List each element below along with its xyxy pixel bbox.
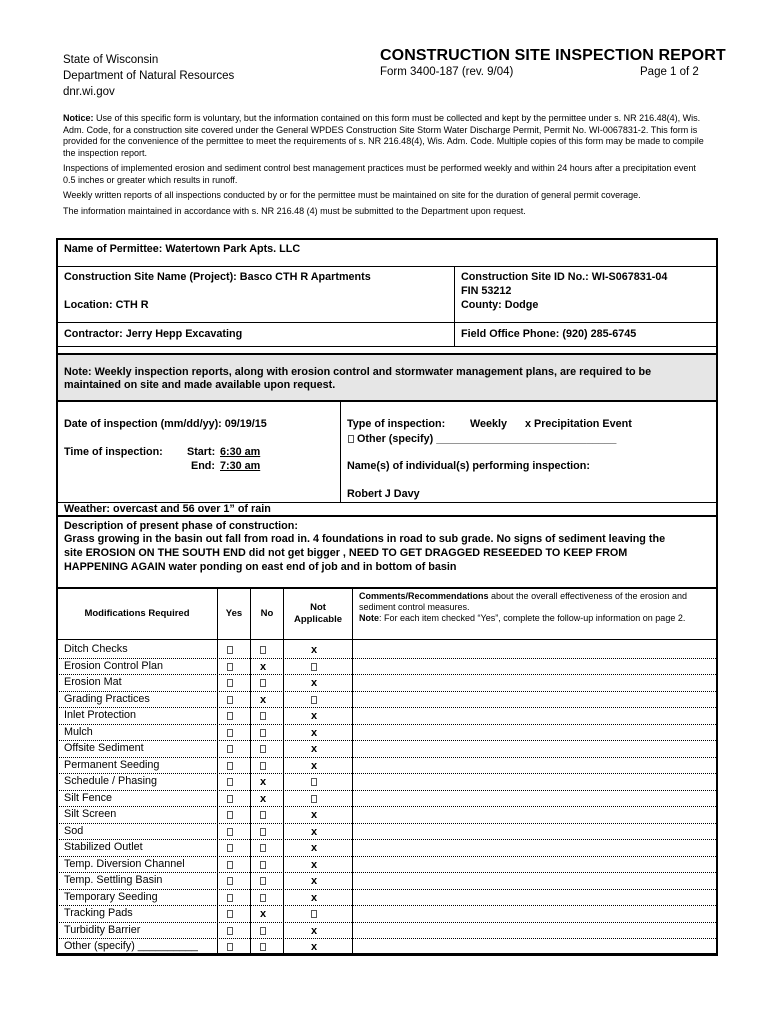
col-header-applicable: Applicable: [293, 614, 343, 625]
checkmark-na[interactable]: x: [311, 760, 318, 772]
checkbox-na[interactable]: [311, 663, 317, 671]
modification-label: Temp. Diversion Channel: [64, 858, 185, 870]
checkbox-no[interactable]: [260, 762, 266, 770]
modification-label: Stabilized Outlet: [64, 841, 143, 853]
row-divider: [56, 658, 718, 659]
site-county: County: Dodge: [461, 299, 539, 311]
agency-state: State of Wisconsin: [63, 54, 159, 66]
modification-label: Ditch Checks: [64, 643, 128, 655]
checkbox-yes[interactable]: [227, 679, 233, 687]
comments-note-label: Note: [359, 613, 379, 623]
inspection-type-other: Other (specify) ______________________________: [357, 433, 617, 445]
modification-label: Schedule / Phasing: [64, 775, 158, 787]
start-time-value: 6:30 am: [220, 446, 261, 458]
divider: [56, 353, 718, 355]
checkbox-yes[interactable]: [227, 877, 233, 885]
field-office-phone: Field Office Phone: (920) 285-6745: [461, 328, 637, 340]
modification-label: Tracking Pads: [64, 907, 133, 919]
col-header-not-applicable: [284, 602, 352, 626]
checkbox-yes[interactable]: [227, 646, 233, 654]
checkbox-na[interactable]: [311, 696, 317, 704]
checkbox-na[interactable]: [311, 910, 317, 918]
start-time-label: Start:: [187, 446, 216, 458]
checkbox-no[interactable]: [260, 828, 266, 836]
row-divider: [56, 724, 718, 725]
row-divider: [56, 707, 718, 708]
description-line-2: site EROSION ON THE SOUTH END did not get bigger , NEED TO GET DRAGGED RESEEDED TO KEEP FROM: [64, 547, 628, 559]
checkbox-no[interactable]: [260, 729, 266, 737]
checkmark-no[interactable]: x: [260, 694, 267, 706]
divider: [56, 639, 718, 640]
inspection-type-label: Type of inspection:: [347, 418, 446, 430]
inspector-name: Robert J Davy: [347, 488, 420, 500]
checkmark-na[interactable]: x: [311, 644, 318, 656]
row-divider: [56, 889, 718, 890]
checkbox-yes[interactable]: [227, 778, 233, 786]
site-name: Construction Site Name (Project): Basco CTH R Apartments: [64, 271, 371, 283]
modification-label: Inlet Protection: [64, 709, 137, 721]
modification-label: Grading Practices: [64, 693, 150, 705]
notice-block: [63, 113, 709, 221]
checkbox-no[interactable]: [260, 811, 266, 819]
checkmark-no[interactable]: x: [260, 776, 267, 788]
checkbox-yes[interactable]: [227, 811, 233, 819]
checkbox-yes[interactable]: [227, 910, 233, 918]
checkmark-na[interactable]: x: [311, 677, 318, 689]
row-divider: [56, 955, 718, 956]
inspection-time-label: Time of inspection:: [64, 446, 163, 458]
checkmark-na[interactable]: x: [311, 859, 318, 871]
checkbox-no[interactable]: [260, 877, 266, 885]
checkmark-na[interactable]: x: [311, 743, 318, 755]
divider: [283, 589, 284, 954]
col-header-no: No: [260, 608, 274, 619]
checkbox-yes[interactable]: [227, 762, 233, 770]
modification-label: Turbidity Barrier: [64, 924, 141, 936]
checkmark-na[interactable]: x: [311, 727, 318, 739]
notice-paragraph-3: Weekly written reports of all inspections conducted by or for the permittee must be maintained on site for the duration of general permit coverage.: [63, 190, 641, 200]
row-divider: [56, 773, 718, 774]
modification-label: Erosion Mat: [64, 676, 122, 688]
checkbox-yes[interactable]: [227, 729, 233, 737]
checkbox-yes[interactable]: [227, 894, 233, 902]
modification-label: Erosion Control Plan: [64, 660, 164, 672]
notice-label: Notice:: [63, 113, 94, 123]
row-divider: [56, 823, 718, 824]
site-id: Construction Site ID No.: WI-S067831-04: [461, 271, 668, 283]
report-title: CONSTRUCTION SITE INSPECTION REPORT: [380, 47, 726, 64]
agency-block: [63, 52, 234, 100]
row-divider: [56, 806, 718, 807]
notice-paragraph-2: Inspections of implemented erosion and sediment control best management practices must be performed weekly and within 24 hours after a precipitation event 0.5 inches or greater which results in runoff.: [63, 163, 696, 185]
checkmark-na[interactable]: x: [311, 809, 318, 821]
end-time-label: End:: [191, 460, 215, 472]
checkbox-yes[interactable]: [227, 696, 233, 704]
row-divider: [56, 938, 718, 939]
notice-text: Use of this specific form is voluntary, but the information contained on this form must be collected and kept by the permittee under s. NR 216.48(4), Wis. Adm. Code, for a construction site covered under the General WPDES Construction Site Storm Water Discharge Permit, Permit No. WI-0067831-2. This form is provided for the convenience of the permittee to meet the requirements of s. NR 216.48(4), Wis. Adm. Code. Multiple copies of this form may be made to compile the inspection report.: [63, 113, 704, 158]
notice-paragraph-1: [63, 113, 709, 159]
checkmark-na[interactable]: x: [311, 925, 318, 937]
divider: [250, 589, 251, 954]
site-location: Location: CTH R: [64, 299, 149, 311]
contractor-name: Contractor: Jerry Hepp Excavating: [64, 328, 243, 340]
inspection-type-precipitation: x Precipitation Event: [525, 418, 632, 430]
weather: Weather: overcast and 56 over 1” of rain: [64, 503, 271, 515]
checkbox-na[interactable]: [311, 778, 317, 786]
divider: [352, 589, 353, 954]
divider: [340, 402, 341, 502]
checkbox-na[interactable]: [311, 795, 317, 803]
checkbox-yes[interactable]: [227, 663, 233, 671]
checkbox-no[interactable]: [260, 943, 266, 951]
checkbox-yes[interactable]: [227, 712, 233, 720]
modification-label: Offsite Sediment: [64, 742, 144, 754]
divider: [56, 266, 718, 267]
inspectors-label: Name(s) of individual(s) performing inspection:: [347, 460, 590, 472]
checkmark-na[interactable]: x: [311, 875, 318, 887]
checkbox-yes[interactable]: [227, 745, 233, 753]
checkbox-no[interactable]: [260, 844, 266, 852]
comments-header: [359, 591, 713, 624]
checkmark-na[interactable]: x: [311, 892, 318, 904]
checkbox-no[interactable]: [260, 646, 266, 654]
checkbox-yes[interactable]: [227, 927, 233, 935]
description-label: Description of present phase of construction:: [64, 520, 298, 532]
checkmark-na[interactable]: x: [311, 826, 318, 838]
permittee-name: Name of Permittee: Watertown Park Apts. LLC: [64, 243, 301, 255]
row-divider: [56, 674, 718, 675]
modification-label: Permanent Seeding: [64, 759, 160, 771]
row-divider: [56, 839, 718, 840]
checkbox-no[interactable]: [260, 861, 266, 869]
divider: [56, 400, 718, 402]
maintenance-note: Note: Weekly inspection reports, along with erosion control and stormwater management plans, are required to be maintained on site and made available upon request.: [64, 366, 652, 391]
form-number: Form 3400-187 (rev. 9/04): [380, 66, 514, 78]
description-line-1: Grass growing in the basin out fall from road in. 4 foundations in road to sub grade. No signs of sediment leaving the: [64, 533, 666, 545]
col-header-yes: Yes: [225, 608, 243, 619]
checkbox-no[interactable]: [260, 894, 266, 902]
divider: [56, 587, 718, 589]
row-divider: [56, 740, 718, 741]
modification-label: Sod: [64, 825, 84, 837]
col-header-not: Not: [310, 602, 326, 613]
checkbox-yes[interactable]: [227, 844, 233, 852]
checkmark-no[interactable]: x: [260, 661, 267, 673]
divider: [454, 266, 455, 346]
agency-website: dnr.wi.gov: [63, 86, 115, 98]
page-number: Page 1 of 2: [640, 66, 699, 78]
agency-department: Department of Natural Resources: [63, 70, 235, 82]
modification-label: Temp. Settling Basin: [64, 874, 163, 886]
divider: [56, 322, 718, 323]
row-divider: [56, 757, 718, 758]
row-divider: [56, 922, 718, 923]
checkmark-no[interactable]: x: [260, 793, 267, 805]
col-header-modifications: Modifications Required: [84, 608, 190, 619]
inspection-date: Date of inspection (mm/dd/yy): 09/19/15: [64, 418, 267, 430]
divider: [56, 346, 718, 347]
modification-label: Temporary Seeding: [64, 891, 158, 903]
row-divider: [56, 905, 718, 906]
inspection-type-weekly: Weekly: [470, 418, 508, 430]
checkmark-na[interactable]: x: [311, 941, 318, 953]
checkbox-yes[interactable]: [227, 828, 233, 836]
end-time-value: 7:30 am: [220, 460, 261, 472]
checkmark-na[interactable]: x: [311, 710, 318, 722]
description-line-3: HAPPENING AGAIN water ponding on east end of job and in bottom of basin: [64, 561, 457, 573]
modification-label: Silt Fence: [64, 792, 113, 804]
checkbox-no[interactable]: [260, 927, 266, 935]
checkbox-no[interactable]: [260, 679, 266, 687]
checkmark-no[interactable]: x: [260, 908, 267, 920]
site-fin: FIN 53212: [461, 285, 512, 297]
checkbox-no[interactable]: [260, 712, 266, 720]
checkbox-yes[interactable]: [227, 861, 233, 869]
checkbox-yes[interactable]: [227, 795, 233, 803]
row-divider: [56, 790, 718, 791]
row-divider: [56, 872, 718, 873]
row-divider: [56, 691, 718, 692]
modification-label: Silt Screen: [64, 808, 117, 820]
modification-label: Mulch: [64, 726, 93, 738]
comments-description: about the overall effectiveness of the erosion and sediment control measures.: [359, 591, 687, 612]
row-divider: [56, 856, 718, 857]
checkbox-no[interactable]: [260, 745, 266, 753]
divider: [217, 589, 218, 954]
comments-title: Comments/Recommendations: [359, 591, 489, 601]
comments-note: : For each item checked “Yes”, complete the follow-up information on page 2.: [379, 613, 686, 623]
notice-paragraph-4: The information maintained in accordance with s. NR 216.48 (4) must be submitted to the Department upon request.: [63, 205, 526, 216]
modification-label: Other (specify) __________: [64, 940, 198, 952]
checkbox-yes[interactable]: [227, 943, 233, 951]
checkmark-na[interactable]: x: [311, 842, 318, 854]
other-type-checkbox[interactable]: [348, 435, 354, 443]
